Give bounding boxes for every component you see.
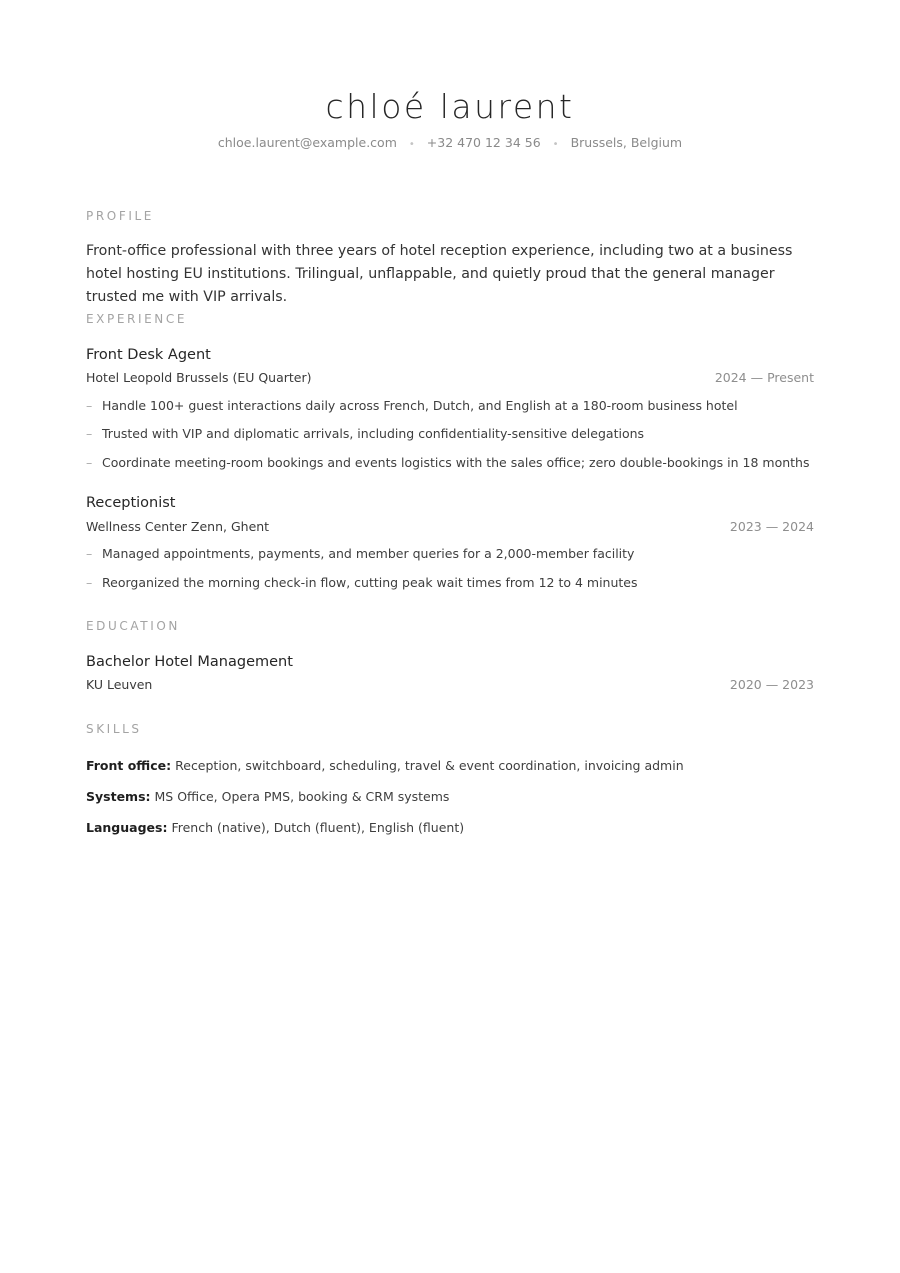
job-bullet	[86, 425, 816, 443]
bullet-text: Managed appointments, payments, and member queries for a 2,000-member facility	[102, 546, 635, 561]
bullet-dash: –	[86, 398, 93, 413]
skill-line	[86, 788, 816, 806]
section-title-education: EDUCATION	[86, 619, 180, 633]
job-organization: Wellness Center Zenn, Ghent	[86, 519, 270, 534]
bullet-dash: –	[86, 575, 93, 590]
skill-label: Languages:	[86, 820, 168, 835]
skill-value: Reception, switchboard, scheduling, travel & event coordination, invoicing admin	[175, 758, 684, 773]
bullet-text: Coordinate meeting-room bookings and events logistics with the sales office; zero double-bookings in 18 months	[102, 455, 810, 470]
bullet-dash: –	[86, 426, 93, 441]
job-dates: 2024 — Present	[714, 370, 814, 385]
separator-dot: •	[408, 139, 415, 150]
skill-value: French (native), Dutch (fluent), English (fluent)	[171, 820, 465, 835]
education-school: KU Leuven	[86, 677, 153, 692]
contact-location: Brussels, Belgium	[570, 135, 683, 150]
skill-label: Front office:	[86, 758, 172, 773]
job-organization: Hotel Leopold Brussels (EU Quarter)	[86, 370, 312, 385]
job-dates: 2023 — 2024	[729, 519, 814, 534]
job-bullet	[86, 454, 816, 472]
bullet-dash: –	[86, 455, 93, 470]
bullet-dash: –	[86, 546, 93, 561]
job-role: Receptionist	[86, 495, 176, 511]
section-title-skills: SKILLS	[86, 722, 142, 736]
bullet-text: Handle 100+ guest interactions daily across French, Dutch, and English at a 180-room business hotel	[102, 398, 738, 413]
section-title-experience: EXPERIENCE	[86, 312, 188, 326]
section-title-profile: PROFILE	[86, 209, 154, 223]
profile-summary: Front-office professional with three years of hotel reception experience, including two at a business hotel hosting EU institutions. Trilingual, unflappable, and quietly proud that the general manager trusted me with VIP arrivals.	[86, 243, 793, 305]
contact-phone[interactable]: +32 470 12 34 56	[426, 135, 541, 150]
bullet-text: Trusted with VIP and diplomatic arrivals, including confidentiality-sensitive delegations	[102, 426, 645, 441]
candidate-name: chloé laurent	[325, 87, 575, 126]
contact-email[interactable]: chloe.laurent@example.com	[217, 135, 397, 150]
job-bullet	[86, 545, 816, 563]
skill-label: Systems:	[86, 789, 151, 804]
contact-line	[0, 134, 900, 154]
job-bullet	[86, 397, 816, 415]
skill-line	[86, 757, 816, 775]
job-bullet	[86, 574, 816, 592]
bullet-text: Reorganized the morning check-in flow, cutting peak wait times from 12 to 4 minutes	[102, 575, 638, 590]
skill-value: MS Office, Opera PMS, booking & CRM systems	[154, 789, 450, 804]
separator-dot: •	[552, 139, 559, 150]
education-dates: 2020 — 2023	[729, 677, 814, 692]
education-degree: Bachelor Hotel Management	[86, 654, 293, 670]
job-role: Front Desk Agent	[86, 347, 211, 363]
skill-line	[86, 819, 816, 837]
